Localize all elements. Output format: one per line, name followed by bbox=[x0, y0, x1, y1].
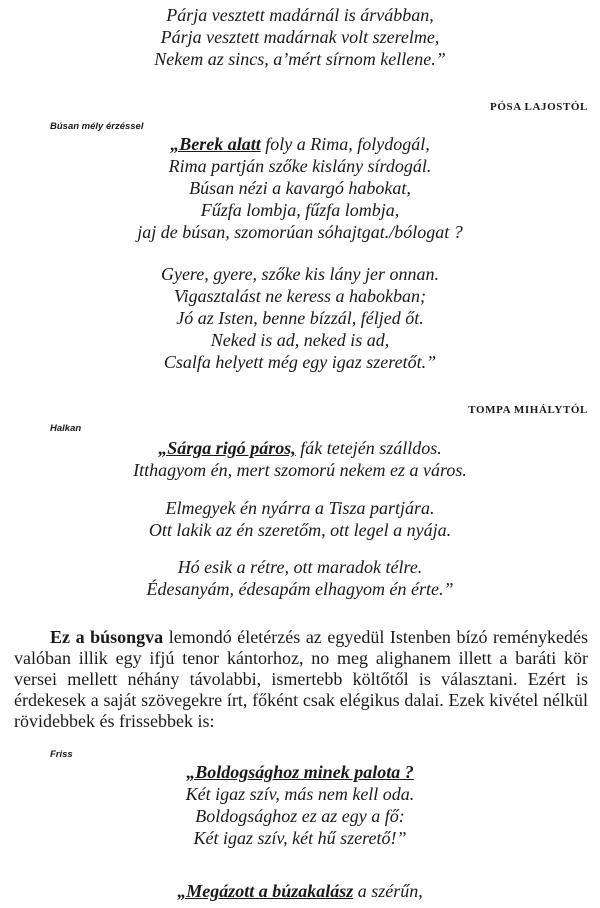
tempo-marking: Halkan bbox=[50, 423, 82, 434]
poem-first-line bbox=[0, 761, 600, 783]
poem-ending bbox=[0, 4, 600, 70]
poem-line: Boldogsághoz ez az egy a fő: bbox=[195, 806, 405, 826]
poem-line: Vigasztalást ne keress a habokban; bbox=[174, 286, 426, 306]
poem-line: Hó esik a rétre, ott maradok télre. bbox=[177, 557, 423, 577]
poem-stanza bbox=[0, 880, 600, 902]
poem-line: Búsan nézi a kavargó habokat, bbox=[189, 178, 411, 198]
poem-line: Ott lakik az én szeretőm, ott legel a nyája. bbox=[148, 520, 452, 540]
poem-first-line-rest: a szérűn, bbox=[353, 881, 423, 901]
poem-line: Két igaz szív, más nem kell oda. bbox=[185, 784, 415, 804]
attribution-tompa: TOMPA MIHÁLYTÓL bbox=[468, 404, 588, 416]
poem-stanza bbox=[0, 263, 600, 373]
poem-first-line bbox=[0, 133, 600, 155]
tempo-marking: Búsan mély érzéssel bbox=[50, 121, 144, 132]
poem-line: Párja vesztett madárnál is árvábban, bbox=[166, 5, 434, 25]
poem-line: Jó az Isten, benne bízzál, féljed őt. bbox=[176, 308, 424, 328]
poem-line: Édesanyám, édesapám elhagyom én érte.” bbox=[146, 579, 454, 599]
poem-incipit: „Sárga rigó páros, bbox=[158, 438, 296, 458]
poem-line: Párja vesztett madárnak volt szerelme, bbox=[160, 27, 440, 47]
poem-line: Elmegyek én nyárra a Tisza partjára. bbox=[165, 498, 435, 518]
poem-line: Neked is ad, neked is ad, bbox=[210, 330, 390, 350]
poem-stanza bbox=[0, 437, 600, 481]
poem-first-line-rest: fák tetején szálldos. bbox=[295, 438, 442, 458]
paragraph-text: lemondó életérzés az egyedül Istenben bízó reménykedés valóban illik egy ifjú tenor kántorhoz, no meg alighanem illett a baráti kör versei mellett néhány távolabbi, ismertebb költőtől is választani. Ezért is érdekesek a saját szövegekre írt, főként csak elégikus dalai. Ezek kivétel nélkül rövidebbek és frissebbek is: bbox=[14, 627, 588, 731]
poem-line: Rima partján szőke kislány sírdogál. bbox=[168, 156, 432, 176]
poem-line: Csalfa helyett még egy igaz szeretőt.” bbox=[163, 352, 437, 372]
poem-incipit: „Boldogsághoz minek palota ? bbox=[186, 762, 414, 782]
body-paragraph bbox=[14, 627, 588, 732]
poem-line: Fűzfa lombja, fűzfa lombja, bbox=[200, 200, 400, 220]
poem-first-line bbox=[0, 880, 600, 902]
poem-stanza bbox=[0, 497, 600, 541]
poem-incipit: „Berek alatt bbox=[170, 134, 261, 154]
poem-first-line-rest: foly a Rima, folydogál, bbox=[260, 134, 430, 154]
poem-line: Itthagyom én, mert szomorú nekem ez a város. bbox=[133, 460, 467, 480]
poem-first-line bbox=[0, 437, 600, 459]
poem-line: jaj de búsan, szomorúan sóhajtgat./bólogat ? bbox=[137, 222, 463, 242]
poem-stanza bbox=[0, 556, 600, 600]
attribution-posa: PÓSA LAJOSTÓL bbox=[490, 101, 588, 113]
poem-incipit: „Megázott a búzakalász bbox=[177, 881, 354, 901]
paragraph-lead: Ez a búsongva bbox=[50, 627, 164, 647]
poem-line: Gyere, gyere, szőke kis lány jer onnan. bbox=[160, 264, 440, 284]
poem-line: Nekem az sincs, a’mért sírnom kellene.” bbox=[154, 49, 446, 69]
tempo-marking: Friss bbox=[50, 749, 73, 760]
poem-stanza bbox=[0, 761, 600, 849]
poem-stanza bbox=[0, 133, 600, 243]
poem-line: Két igaz szív, két hű szerető!” bbox=[193, 828, 407, 848]
